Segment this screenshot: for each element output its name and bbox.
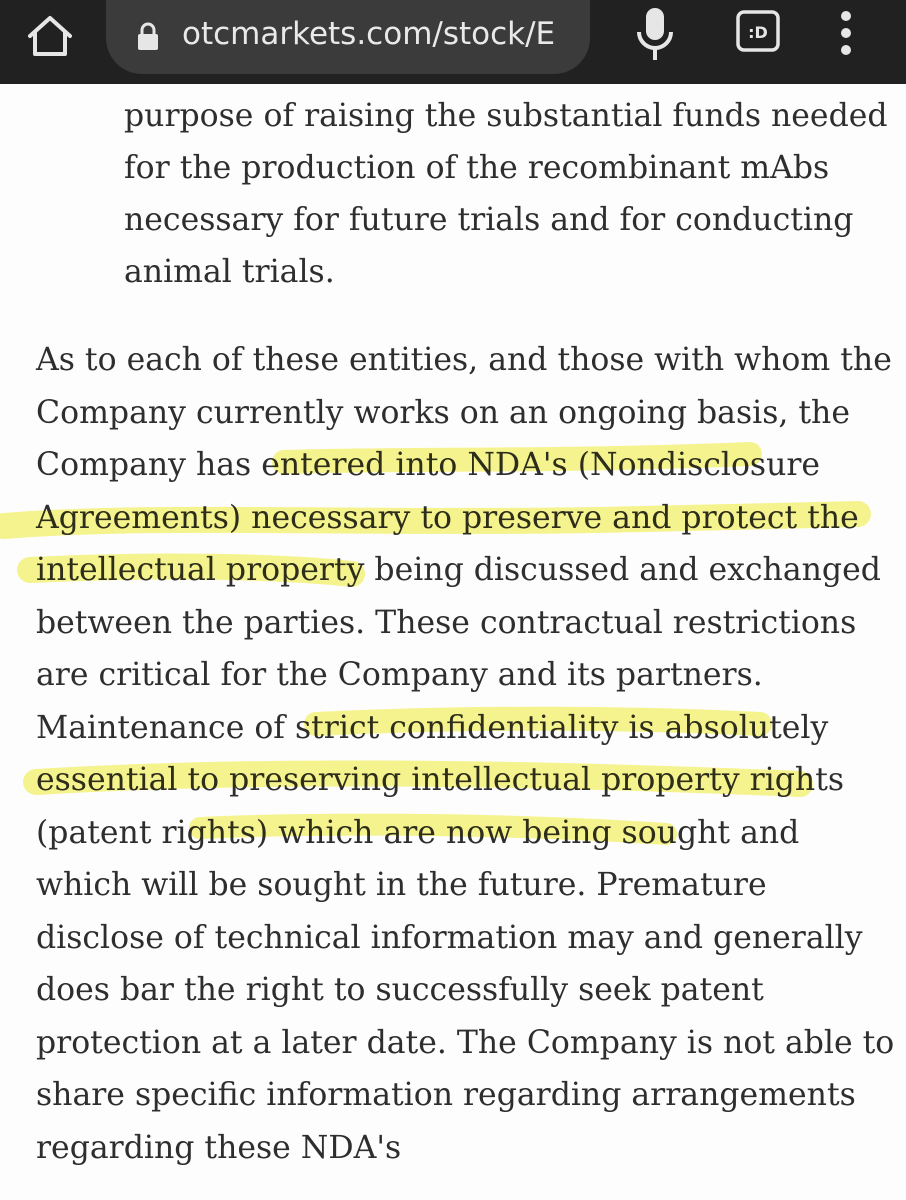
text-line: purpose of raising the substantial funds needed bbox=[124, 98, 888, 134]
text-line: essential to preserving intellectual property rights bbox=[36, 762, 845, 798]
text-line: Company currently works on an ongoing basis, the bbox=[36, 394, 850, 431]
text-line: (patent rights) which are now being sought and bbox=[36, 814, 800, 851]
address-bar[interactable] bbox=[106, 0, 590, 74]
text-line: necessary for future trials and for conducting bbox=[124, 202, 854, 238]
text-line: animal trials. bbox=[124, 254, 335, 290]
voice-search-button[interactable] bbox=[632, 4, 678, 66]
lock-icon bbox=[136, 22, 160, 52]
text-line: Company has entered into NDA's (Nondisclosure bbox=[36, 447, 821, 483]
text-line: between the parties. These contractual restrictions bbox=[36, 604, 857, 641]
text-line: does bar the right to successfully seek patent bbox=[36, 972, 764, 1008]
text-line: As to each of these entities, and those with whom the bbox=[36, 342, 892, 378]
microphone-icon bbox=[632, 4, 678, 66]
body-paragraph bbox=[36, 334, 895, 1174]
text-line: are critical for the Company and its partners. bbox=[36, 657, 763, 693]
page-content bbox=[0, 84, 906, 1200]
extension-label: :D bbox=[748, 23, 768, 42]
text-line: protection at a later date. The Company is not able to bbox=[36, 1024, 895, 1061]
text-line: for the production of the recombinant mAbs bbox=[124, 150, 830, 186]
text-line: disclose of technical information may and generally bbox=[36, 919, 863, 956]
text-line: intellectual property being discussed and exchanged bbox=[36, 552, 881, 588]
text-line: Agreements) necessary to preserve and protect the bbox=[36, 499, 859, 536]
text-line: regarding these NDA's bbox=[36, 1129, 402, 1166]
overflow-menu-icon bbox=[826, 6, 866, 66]
browser-toolbar bbox=[0, 0, 906, 84]
extension-icon bbox=[734, 6, 784, 56]
text-line: Maintenance of strict confidentiality is absolutely bbox=[36, 709, 829, 746]
text-line: which will be sought in the future. Premature bbox=[36, 867, 767, 903]
overflow-menu-button[interactable] bbox=[826, 6, 866, 66]
url-text: otcmarkets.com/stock/E bbox=[182, 16, 556, 52]
extension-button[interactable] bbox=[734, 6, 784, 56]
list-item-text bbox=[124, 90, 888, 298]
text-line: share specific information regarding arrangements bbox=[36, 1077, 856, 1113]
home-button[interactable] bbox=[20, 8, 80, 68]
home-icon bbox=[20, 8, 80, 68]
